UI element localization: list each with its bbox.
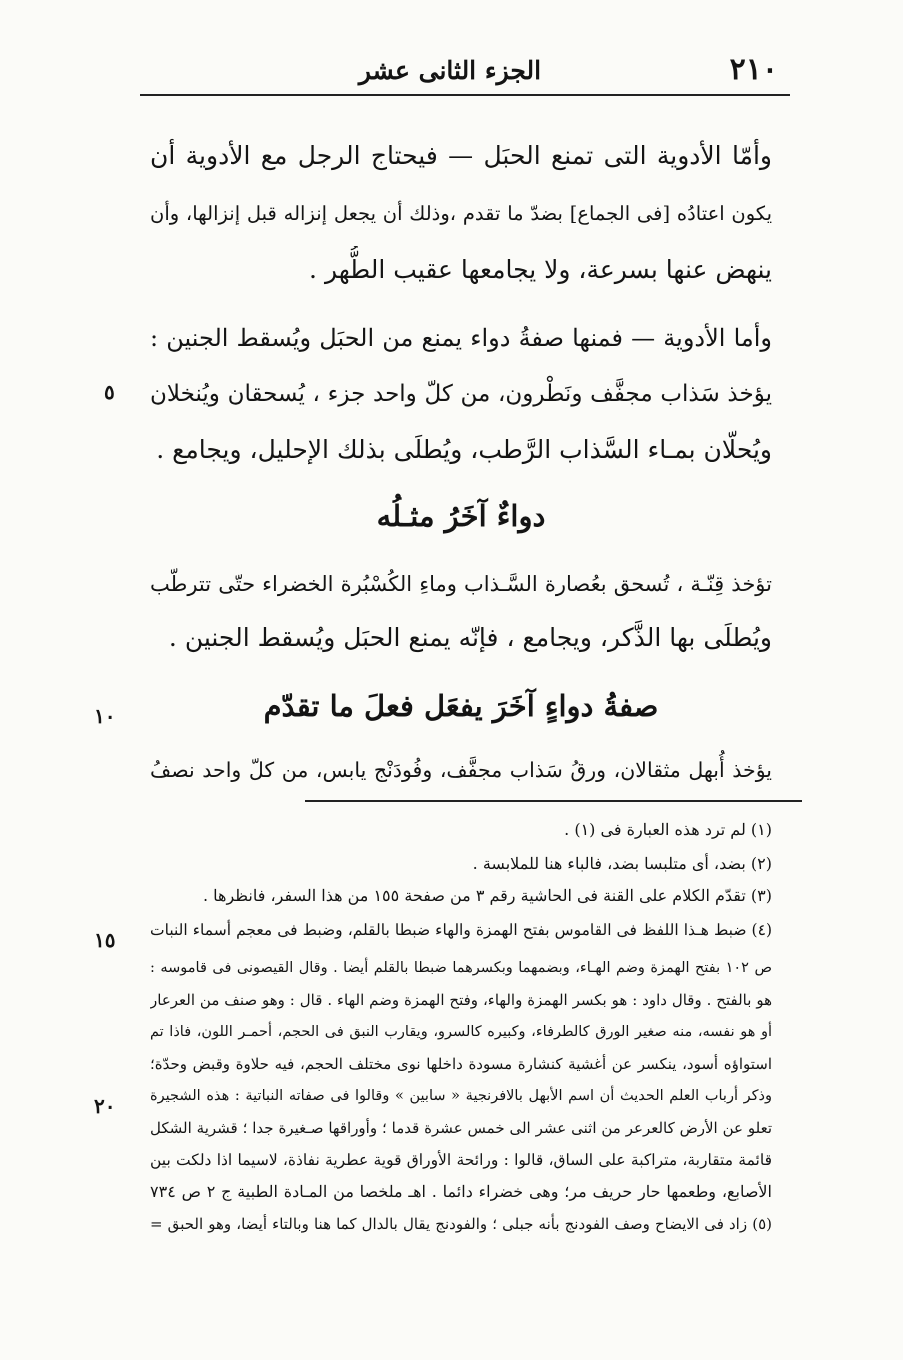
footnote-line: (١) لم ترد هذه العبارة فى (١) . bbox=[564, 820, 772, 839]
text-line: يكون اعتادُه [فى الجماع] بضدّ ما تقدم ،وذلك أن يجعل إنزاله قبل إنزالها، وأن bbox=[150, 202, 772, 225]
header-rule bbox=[140, 94, 790, 96]
footnote-line: (٥) زاد فى الايضاح وصف الفودنج بأنه جبلى ؛ والفودنج يقال بالدال كما هنا وبالتاء أيضا، وهو الحبق = bbox=[150, 1215, 772, 1233]
footnote-line: الأصابع، وطعمها حار حريف مر؛ وهى خضراء دائما . اهـ ملخصا من المـادة الطبية ج ٢ ص ٧٣٤ bbox=[150, 1182, 772, 1201]
footnote-line: ص ١٠٢ بفتح الهمزة وضم الهـاء، وبضمهما وبكسرهما ضبطا بالقلم أيضا . وقال القيصونى فى قاموسه : bbox=[150, 960, 772, 976]
footnote-line: هو بالفتح . وقال داود : هو بكسر الهمزة والهاء، وفتح الهمزة وضم الهاء . قال : وهو صنف من العرعار bbox=[150, 991, 772, 1009]
footnote-line: قائمة متقاربة، متراكبة على الساق، قالوا : ورائحة الأوراق قوية عطرية نفاذة، لاسيما اذا دلكت بين bbox=[150, 1151, 772, 1169]
margin-line-number: ٢٠ bbox=[94, 1094, 116, 1118]
footnote-line: أو هو نفسه، منه صغير الورق كالطرفاء، وكبيره كالسرو، ويقارب النبق فى الحجم، أحمـر اللون، فاذا تم bbox=[150, 1024, 772, 1040]
text-line: وأمّا الأدوية التى تمنع الحبَل — فيحتاج الرجل مع الأدوية أن bbox=[150, 141, 772, 170]
section-heading: صفةُ دواءٍ آخَرَ يفعَل فعلَ ما تقدّم bbox=[263, 689, 659, 723]
footnote-line: (٣) تقدّم الكلام على القنة فى الحاشية رقم ٣ من صفحة ١٥٥ من هذا السفر، فانظرها . bbox=[202, 886, 772, 905]
page-number: ٢١٠ bbox=[729, 52, 778, 87]
page-header bbox=[140, 52, 780, 92]
margin-line-number: ٥ bbox=[104, 380, 115, 404]
text-line: ويُطلَى بها الذَّكر، ويجامع ، فإنّه يمنع الحبَل ويُسقط الجنين . bbox=[168, 623, 772, 652]
section-heading: دواءٌ آخَرُ مثـلُه bbox=[376, 499, 546, 533]
footnote-line: استواؤه أسود، ينكسر عن أغشية كنشارة مسودة داخلها نوى مختلف الحجم، فيه حلاوة وقبض وحدّة؛ bbox=[150, 1055, 772, 1073]
running-title: الجزء الثانى عشر bbox=[358, 56, 542, 85]
text-line: يؤخذ سَذاب مجفَّف ونَطْرون، من كلّ واحد جزء ، يُسحقان ويُنخلان bbox=[150, 381, 772, 407]
footnote-line: وذكر أرباب العلم الحديث أن اسم الأبهل بالافرنجية « سابين » وقالوا فى صفاته النباتية : هذه الشجيرة bbox=[150, 1088, 772, 1104]
margin-line-number: ١٠ bbox=[94, 704, 116, 728]
footnote-line: (٤) ضبط هـذا اللفظ فى القاموس بفتح الهمزة والهاء ضبطا بالقلم، وضبط فى معجم أسماء النبات bbox=[150, 921, 772, 939]
text-line: تؤخذ قِنّـة ، تُسحق بعُصارة السَّـذاب وماءِ الكُسْبُرة الخضراء حتّى تترطّب bbox=[150, 572, 772, 596]
text-line: يؤخذ أُبهل مثقالان، ورقُ سَذاب مجفَّف، وفُودَنْج يابس، من كلّ واحد نصفُ bbox=[150, 758, 772, 782]
footnote-line: (٢) بضد، أى متلبسا بضد، فالباء هنا للملابسة . bbox=[472, 854, 772, 873]
margin-line-number: ١٥ bbox=[94, 928, 116, 952]
footnote-line: تعلو عن الأرض كالعرعر من اثنى عشر الى خمس عشرة قدما ؛ وأوراقها صـغيرة جدا ؛ قشرية الشكل bbox=[150, 1119, 772, 1137]
text-line: وأما الأدوية — فمنها صفةُ دواء يمنع من الحبَل ويُسقط الجنين : bbox=[150, 324, 772, 352]
text-line: ينهض عنها بسرعة، ولا يجامعها عقيب الطُّهر . bbox=[309, 255, 772, 284]
footnote-rule bbox=[305, 800, 802, 802]
text-line: ويُحلّان بمـاء السَّذاب الرَّطب، ويُطلَى بذلك الإحليل، ويجامع . bbox=[156, 435, 772, 464]
